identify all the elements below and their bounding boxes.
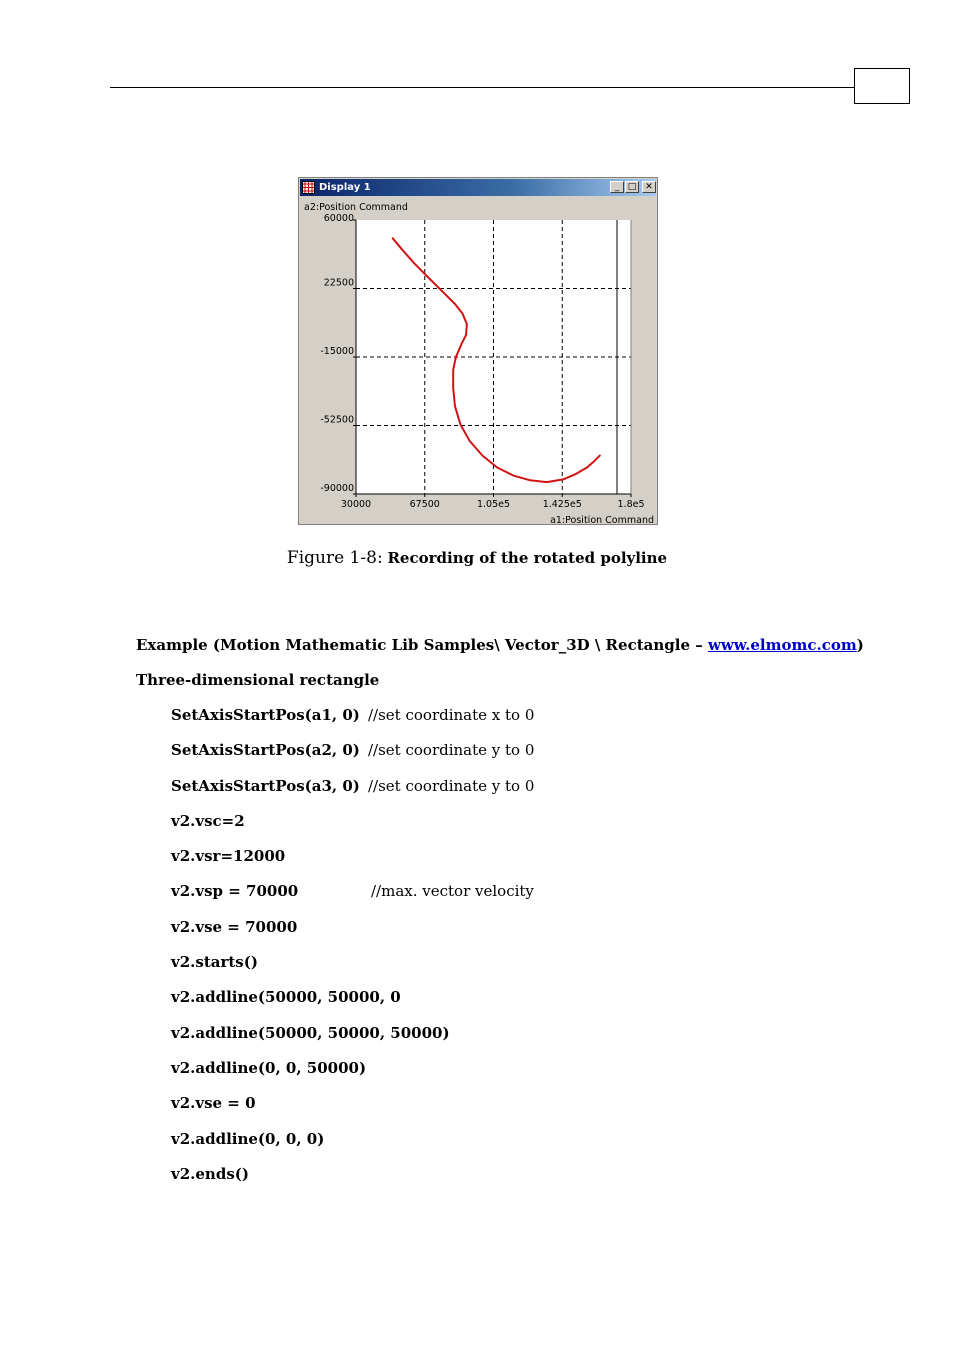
x-tick-label: 1.8e5 <box>617 499 645 510</box>
example-suffix: ) <box>856 636 864 654</box>
display-window[interactable] <box>298 177 658 525</box>
y-tick-label: -90000 <box>320 483 354 494</box>
x-axis-label: a1:Position Command <box>550 515 654 524</box>
example-prefix: Example (Motion Mathematic Lib Samples\ Vector_3D \ Rectangle – <box>136 636 708 654</box>
figure-number: Figure 1-8 <box>286 548 377 568</box>
elmomc-link[interactable]: www.elmomc.com <box>707 636 857 654</box>
x-tick-label: 30000 <box>340 499 372 510</box>
code-line: v2.addline(0, 0, 0) <box>171 1130 325 1148</box>
x-tick-label: 1.05e5 <box>476 499 511 510</box>
code-comment: //set coordinate y to 0 <box>368 777 535 795</box>
code-line: v2.vse = 70000 <box>171 918 298 936</box>
example-subtitle: Three-dimensional rectangle <box>136 671 380 689</box>
y-tick-label: -15000 <box>320 346 354 357</box>
code-line: SetAxisStartPos(a2, 0) <box>171 741 360 759</box>
code-line: v2.ends() <box>171 1165 249 1183</box>
position-plot <box>299 178 657 524</box>
code-line: SetAxisStartPos(a3, 0) <box>171 777 360 795</box>
close-button[interactable]: ✕ <box>642 181 656 193</box>
y-tick-label: 60000 <box>323 213 354 224</box>
minimize-button[interactable]: _ <box>610 181 624 193</box>
code-line: v2.vsp = 70000 <box>171 882 299 900</box>
figure-text: Recording of the rotated polyline <box>387 549 668 567</box>
code-comment: //max. vector velocity <box>371 882 534 900</box>
x-tick-label: 1.425e5 <box>542 499 582 510</box>
window-title: Display 1 <box>319 182 371 193</box>
code-comment: //set coordinate x to 0 <box>368 706 535 724</box>
code-line: v2.vsc=2 <box>171 812 245 830</box>
code-line: v2.vse = 0 <box>171 1094 256 1112</box>
code-line: v2.addline(0, 0, 50000) <box>171 1059 367 1077</box>
code-comment: //set coordinate y to 0 <box>368 741 535 759</box>
code-line: v2.addline(50000, 50000, 0 <box>171 988 401 1006</box>
y-axis-label: a2:Position Command <box>304 202 408 213</box>
code-line: v2.vsr=12000 <box>171 847 286 865</box>
page-number-box <box>854 68 910 104</box>
code-line: v2.addline(50000, 50000, 50000) <box>171 1024 450 1042</box>
header-rule <box>110 87 855 88</box>
example-heading <box>136 636 864 654</box>
y-tick-label: -52500 <box>320 414 354 426</box>
maximize-button[interactable]: □ <box>625 181 639 193</box>
figure-colon: : <box>376 548 383 568</box>
code-line: SetAxisStartPos(a1, 0) <box>171 706 360 724</box>
x-tick-label: 67500 <box>409 499 440 510</box>
code-line: v2.starts() <box>171 953 258 971</box>
figure-caption <box>0 548 954 568</box>
y-tick-label: 22500 <box>323 277 354 289</box>
